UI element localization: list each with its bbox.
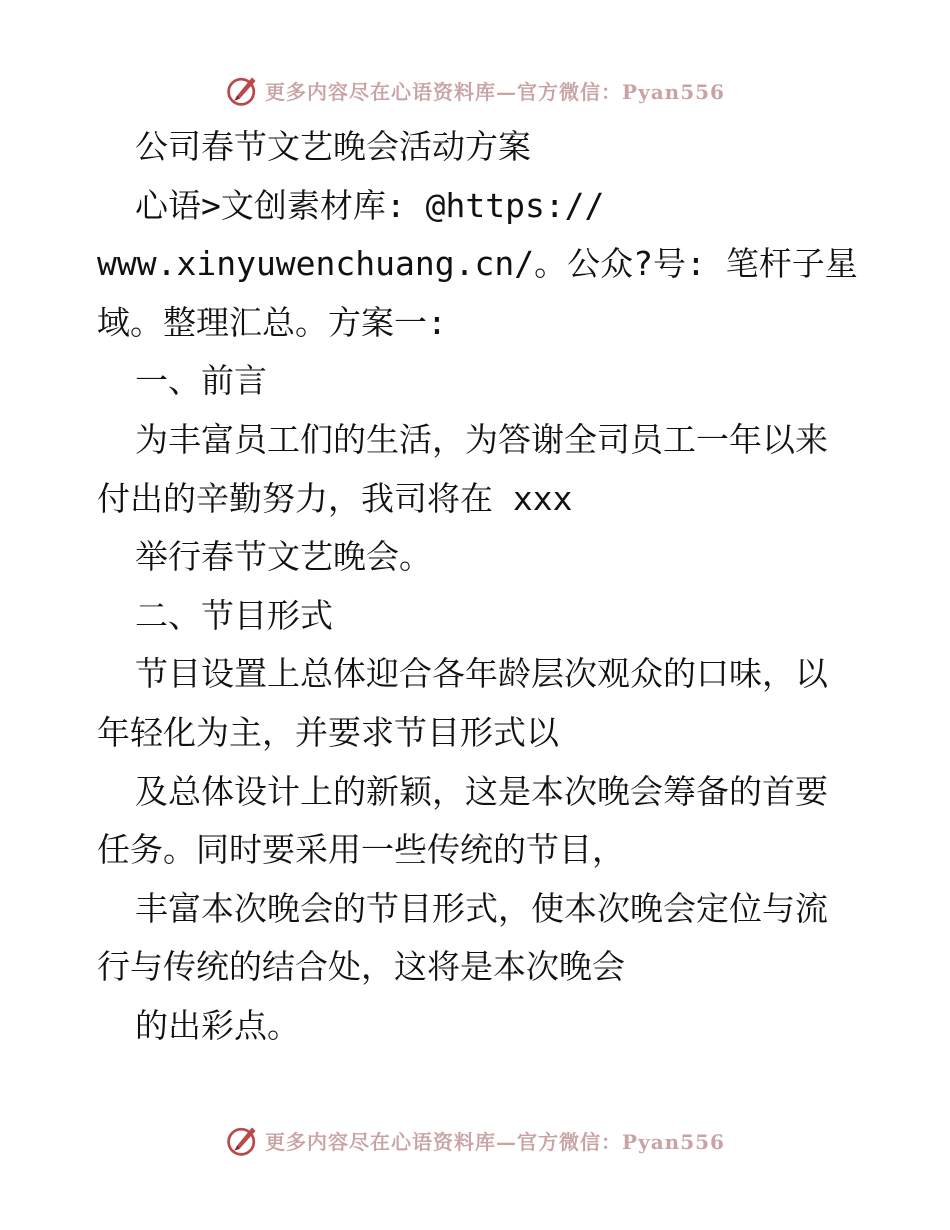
document-line: 及总体设计上的新颖，这是本次晚会筹备的首要 <box>135 771 828 811</box>
document-line: 心语>文创素材库: @https:// <box>135 185 605 225</box>
document-line: 行与传统的结合处，这将是本次晚会 <box>97 947 625 987</box>
quill-logo-icon <box>225 72 261 108</box>
document-line: 付出的辛勤努力，我司将在 xxx <box>97 478 573 518</box>
document-line: 举行春节文艺晚会。 <box>135 537 432 577</box>
document-line: 域。整理汇总。方案一: <box>97 302 447 342</box>
header-watermark-banner <box>0 70 950 110</box>
quill-logo-icon <box>225 1122 261 1158</box>
document-line: 公司春节文艺晚会活动方案 <box>135 127 531 166</box>
watermark-text: 更多内容尽在心语资料库—官方微信：Pyan556 <box>265 1129 725 1154</box>
document-body <box>97 118 857 1056</box>
document-line: 的出彩点。 <box>135 1005 300 1045</box>
footer-watermark-banner <box>0 1120 950 1160</box>
document-line: 年轻化为主，并要求节目形式以 <box>97 712 559 752</box>
document-line: www.xinyuwenchuang.cn/。公众?号: 笔杆子星 <box>97 244 858 284</box>
document-line: 任务。同时要采用一些传统的节目， <box>97 830 625 870</box>
watermark-text: 更多内容尽在心语资料库—官方微信：Pyan556 <box>265 79 725 104</box>
document-line: 为丰富员工们的生活，为答谢全司员工一年以来 <box>135 419 828 459</box>
document-line: 二、节目形式 <box>135 595 333 635</box>
document-line: 丰富本次晚会的节目形式，使本次晚会定位与流 <box>135 888 828 928</box>
document-line: 节目设置上总体迎合各年龄层次观众的口味，以 <box>135 654 828 694</box>
document-line: 一、前言 <box>135 361 267 401</box>
